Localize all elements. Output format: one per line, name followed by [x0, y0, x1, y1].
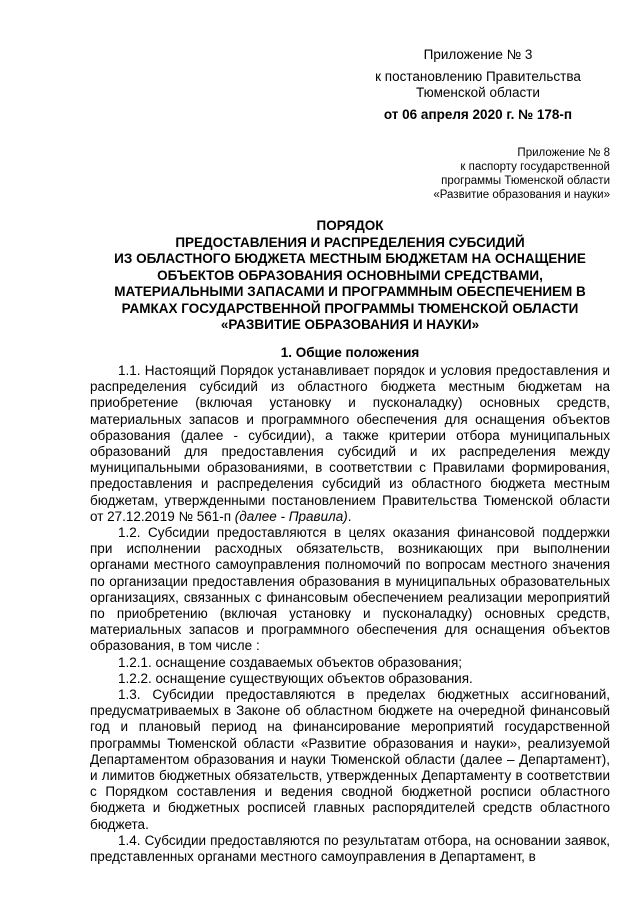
- paragraph-1-3: 1.3. Субсидии предоставляются в пределах бюджетных ассигнований, предусматриваемых в Законе об областном бюджете на очередной финансовый год и плановый период на финансирование мероприятий государственной программы Тюменской области «Развитие образования и науки», реализуемой Департаментом образования и науки Тюменской области (далее – Департамент), и лимитов бюджетных обязательств, утвержденных Департаменту в соответствии с Порядком составления и ведения сводной бюджетной росписи областного бюджета и бюджетных росписей главных распорядителей средств областного бюджета.: [90, 687, 610, 832]
- passport-line-3: «Развитие образования и науки»: [433, 189, 610, 201]
- title-line: ИЗ ОБЛАСТНОГО БЮДЖЕТА МЕСТНЫМ БЮДЖЕТАМ НА ОСНАЩЕНИЕ: [114, 251, 586, 266]
- passport-line-1: к паспорту государственной: [460, 161, 610, 173]
- decree-header: [368, 47, 588, 123]
- document-title: [90, 218, 610, 334]
- paragraph-1-4: 1.4. Субсидии предоставляются по результатам отбора, на основании заявок, представленных органами местного самоуправления в Департамент, в: [90, 832, 610, 865]
- paragraph-1-1-end: .: [347, 508, 352, 524]
- paragraph-1-1-text: 1.1. Настоящий Порядок устанавливает порядок и условия предоставления и распределения субсидий из областного бюджета местным бюджетам на приобретение (включая установку и пусконаладку) основных средств, материальных запасов и программного обеспечения для оснащения объектов образования (далее - субсидии), а также критерии отбора муниципальных образований для предоставления субсидий и их распределения между муниципальными образованиями, в соответствии с Правилами формирования, предоставления и распределения субсидий из областного бюджета местным бюджетам, утвержденными постановлением Правительства Тюменской области от 27.12.2019 № 561-п: [90, 363, 610, 524]
- document-body: [90, 363, 610, 865]
- title-line: МАТЕРИАЛЬНЫМИ ЗАПАСАМИ И ПРОГРАММНЫМ ОБЕСПЕЧЕНИЕМ В: [114, 284, 586, 299]
- title-line: ОБЪЕКТОВ ОБРАЗОВАНИЯ ОСНОВНЫМИ СРЕДСТВАМИ,: [157, 267, 543, 283]
- passport-appendix-label: Приложение № 8: [517, 147, 610, 159]
- decree-date-number: от 06 апреля 2020 г. № 178-п: [383, 107, 573, 122]
- paragraph-1-2-2: 1.2.2. оснащение существующих объектов образования.: [118, 670, 473, 686]
- paragraph-1-2: 1.2. Субсидии предоставляются в целях оказания финансовой поддержки при исполнении расходных обязательств, возникающих при выполнении органами местного самоуправления полномочий по вопросам местного значения по организации предоставления образования в муниципальных образовательных организациях, связанных с финансовым обеспечением реализации мероприятий по приобретению (включая установку и пусконаладку) основных средств, материальных запасов и программного обеспечения для оснащения объектов образования, в том числе :: [90, 525, 610, 654]
- decree-line-2: Тюменской области: [416, 85, 540, 100]
- title-line: ПРЕДОСТАВЛЕНИЯ И РАСПРЕДЕЛЕНИЯ СУБСИДИЙ: [175, 234, 525, 250]
- title-line: РАМКАХ ГОСУДАРСТВЕННОЙ ПРОГРАММЫ ТЮМЕНСКОЙ ОБЛАСТИ: [121, 300, 579, 316]
- passport-line-2: программы Тюменской области: [441, 175, 610, 187]
- paragraph-1-2-1: 1.2.1. оснащение создаваемых объектов образования;: [118, 654, 463, 670]
- passport-header: [420, 146, 610, 202]
- paragraph-1-1: [90, 363, 610, 525]
- decree-line-1: к постановлению Правительства: [375, 69, 581, 84]
- appendix-label: Приложение № 3: [423, 47, 533, 62]
- paragraph-1-1-italic: (далее - Правила): [234, 508, 348, 524]
- title-line: «РАЗВИТИЕ ОБРАЗОВАНИЯ И НАУКИ»: [220, 317, 480, 332]
- title-line: ПОРЯДОК: [316, 218, 384, 233]
- section-heading: 1. Общие положения: [280, 345, 420, 360]
